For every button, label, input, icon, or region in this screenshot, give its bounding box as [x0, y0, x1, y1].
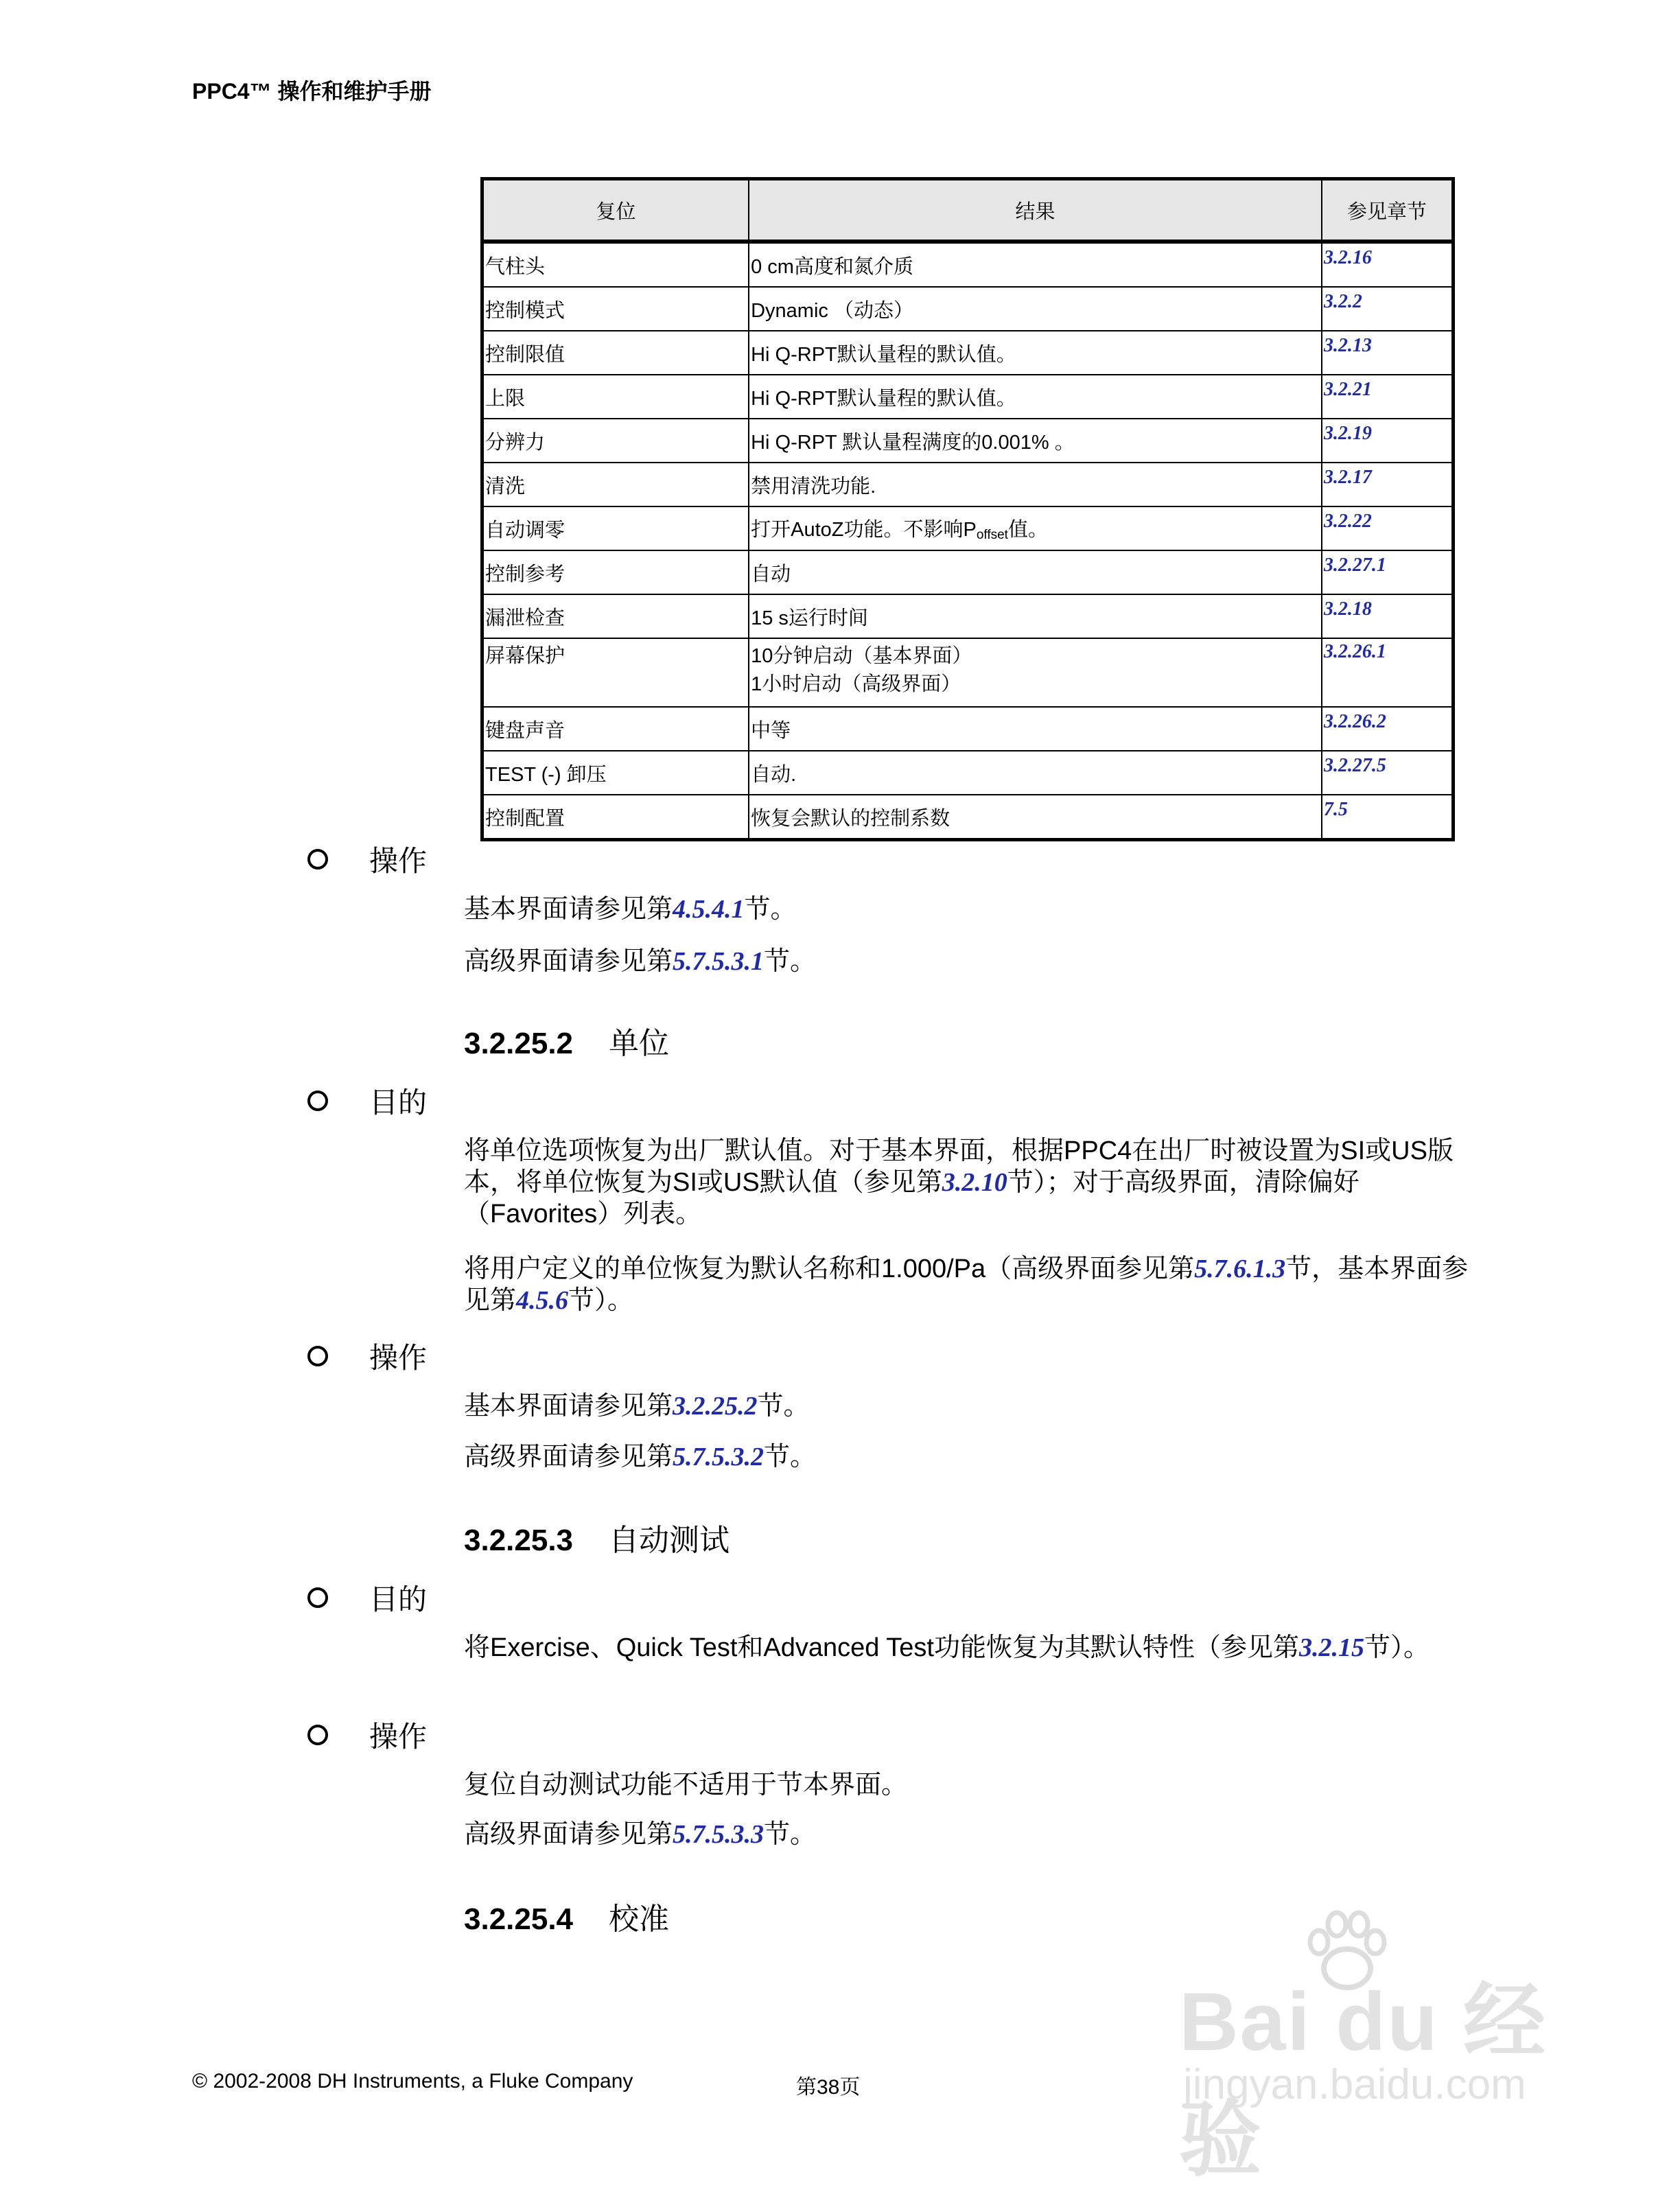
section-link[interactable]: 5.7.5.3.1: [673, 947, 765, 976]
bullet-circle-icon: [307, 1346, 328, 1366]
text: 将用户定义的单位恢复为默认名称和1.000/Pa（高级界面参见第: [464, 1255, 1195, 1283]
table-cell-item: 键盘声音: [482, 707, 749, 751]
table-cell-item: 漏泄检查: [482, 594, 749, 638]
paragraph: [464, 1819, 1473, 1850]
text: 将单位选项恢复为出厂默认值。对于基本界面，根据PPC4在出厂时被设置为SI或US版本，将单位恢复为SI或US默认值（参见第: [464, 1136, 1454, 1197]
bullet-label: 目的: [369, 1086, 428, 1119]
table-cell-ref-link[interactable]: 3.2.19: [1323, 423, 1372, 444]
page-header-title: PPC4™ 操作和维护手册: [192, 79, 432, 104]
table-cell-item: 自动调零: [482, 506, 749, 550]
text: 节）。: [1364, 1633, 1430, 1662]
result-line: 1小时启动（高级界面）: [751, 673, 961, 695]
bullet-purpose: [307, 1577, 427, 1618]
result-text-autoz: 打开AutoZ功能。不影响P: [751, 519, 977, 541]
table-header-row: [482, 179, 1454, 242]
section-link[interactable]: 5.7.5.3.3: [673, 1820, 765, 1849]
table-cell-ref-link[interactable]: 3.2.21: [1323, 379, 1372, 400]
watermark-brand: Bai du 经验: [1179, 1976, 1548, 2186]
table-cell-item: 控制参考: [482, 550, 749, 594]
bullet-circle-icon: [307, 1725, 328, 1745]
paragraph: [464, 1390, 1473, 1422]
section-link[interactable]: 4.5.6: [516, 1286, 569, 1315]
table-cell-item: 控制配置: [482, 795, 749, 840]
paragraph: [464, 1253, 1473, 1316]
paragraph: [464, 946, 1473, 977]
table-cell-item: 控制限值: [482, 331, 749, 375]
table-cell-result: Hi Q-RPT 默认量程满度的0.001% 。: [749, 419, 1322, 463]
table-cell-ref-link[interactable]: 3.2.26.2: [1323, 711, 1386, 732]
section-heading: [464, 1894, 669, 1938]
column-header-reference: 参见章节: [1322, 179, 1454, 242]
text: 节，基本界面参见第: [464, 1255, 1469, 1315]
watermark-url: jingyan.baidu.com: [1183, 2061, 1526, 2108]
table-row: [482, 419, 1454, 463]
paragraph: 复位自动测试功能不适用于节本界面。: [464, 1771, 908, 1799]
table-row: [482, 751, 1454, 795]
table-cell-result: 自动: [749, 550, 1322, 594]
text: 高级界面请参见第: [464, 947, 673, 976]
section-title: 校准: [609, 1902, 670, 1936]
section-number: 3.2.25.3: [464, 1524, 574, 1557]
text: 节。: [757, 1392, 810, 1421]
bullet-purpose: [307, 1080, 427, 1121]
table-row: [482, 795, 1454, 840]
table-cell-ref-link[interactable]: 3.2.27.1: [1323, 555, 1386, 576]
baidu-watermark: [1179, 1908, 1563, 2186]
text: 节）；对于高级界面，清除偏好（Favorites）列表。: [464, 1168, 1360, 1228]
bullet-circle-icon: [307, 1587, 328, 1608]
table-cell-item: 气柱头: [482, 242, 749, 287]
table-cell-item: 屏幕保护: [482, 638, 749, 707]
table-cell-item: 清洗: [482, 463, 749, 506]
table-cell-result: [749, 506, 1322, 550]
table-cell-result: Hi Q-RPT默认量程的默认值。: [749, 375, 1322, 419]
section-link[interactable]: 3.2.25.2: [673, 1392, 758, 1421]
text: 节）。: [568, 1286, 634, 1315]
table-row: [482, 506, 1454, 550]
result-text-autoz-end: 值。: [1007, 519, 1048, 541]
table-row: [482, 242, 1454, 287]
paragraph: [464, 1632, 1473, 1664]
table-cell-result: Dynamic （动态）: [749, 287, 1322, 331]
table-cell-ref-link[interactable]: 3.2.18: [1323, 598, 1372, 620]
column-header-result: 结果: [749, 179, 1322, 242]
paragraph: [464, 1441, 1473, 1473]
footer-page-number: 第38页: [796, 2076, 861, 2099]
section-title: 自动测试: [609, 1524, 730, 1557]
table-row: [482, 550, 1454, 594]
table-cell-result: [749, 638, 1322, 707]
table-cell-ref-link[interactable]: 7.5: [1323, 799, 1348, 820]
text: 节。: [764, 947, 817, 976]
table-cell-ref-link[interactable]: 3.2.2: [1323, 291, 1362, 312]
column-header-reset: 复位: [482, 179, 749, 242]
table-cell-ref-link[interactable]: 3.2.17: [1323, 467, 1372, 488]
result-line: 10分钟启动（基本界面）: [751, 645, 972, 667]
paragraph: [464, 894, 1473, 925]
table-row: [482, 594, 1454, 638]
table-row: [482, 463, 1454, 506]
bullet-circle-icon: [307, 849, 328, 870]
section-number: 3.2.25.4: [464, 1902, 574, 1936]
text: 节。: [744, 895, 797, 924]
text: 节。: [764, 1820, 817, 1849]
bullet-label: 操作: [369, 845, 428, 877]
table-cell-item: TEST (-) 卸压: [482, 751, 749, 795]
section-link[interactable]: 3.2.10: [942, 1168, 1007, 1197]
text: 高级界面请参见第: [464, 1443, 673, 1471]
paragraph: [464, 1135, 1473, 1230]
section-heading: [464, 1515, 730, 1559]
section-link[interactable]: 4.5.4.1: [673, 895, 745, 924]
bullet-label: 目的: [369, 1583, 428, 1616]
table-row: [482, 287, 1454, 331]
section-title: 单位: [609, 1027, 670, 1060]
table-cell-ref-link[interactable]: 3.2.27.5: [1323, 755, 1386, 776]
offset-subscript: offset: [976, 528, 1008, 542]
reset-table: [480, 177, 1455, 841]
bullet-operation: [307, 839, 427, 880]
table-row: [482, 375, 1454, 419]
bullet-label: 操作: [369, 1342, 428, 1374]
section-number: 3.2.25.2: [464, 1027, 574, 1060]
text: 高级界面请参见第: [464, 1820, 673, 1849]
table-cell-result: 中等: [749, 707, 1322, 751]
table-row: [482, 638, 1454, 707]
table-cell-result: 禁用清洗功能.: [749, 463, 1322, 506]
table-cell-item: 控制模式: [482, 287, 749, 331]
section-heading: [464, 1018, 669, 1062]
bullet-operation: [307, 1714, 427, 1756]
table-cell-ref-link[interactable]: 3.2.13: [1323, 335, 1372, 356]
section-link[interactable]: 5.7.5.3.2: [673, 1443, 765, 1471]
table-cell-result: 恢复会默认的控制系数: [749, 795, 1322, 840]
table-row: [482, 707, 1454, 751]
bullet-circle-icon: [307, 1091, 328, 1111]
text: 将Exercise、Quick Test和Advanced Test功能恢复为其默认特性（参见第: [464, 1633, 1299, 1662]
table-cell-ref-link[interactable]: 3.2.16: [1323, 247, 1372, 268]
table-cell-result: 自动.: [749, 751, 1322, 795]
table-cell-result: 0 cm高度和氮介质: [749, 242, 1322, 287]
table-cell-item: 分辨力: [482, 419, 749, 463]
section-link[interactable]: 5.7.6.1.3: [1194, 1255, 1286, 1283]
bullet-label: 操作: [369, 1721, 428, 1753]
table-cell-result: Hi Q-RPT默认量程的默认值。: [749, 331, 1322, 375]
footer-copyright: © 2002-2008 DH Instruments, a Fluke Company: [192, 2070, 633, 2092]
table-cell-ref-link[interactable]: 3.2.22: [1323, 511, 1372, 532]
table-cell-item: 上限: [482, 375, 749, 419]
table-cell-ref-link[interactable]: 3.2.26.1: [1323, 641, 1386, 662]
bullet-operation: [307, 1336, 427, 1377]
table-row: [482, 331, 1454, 375]
text: 基本界面请参见第: [464, 1392, 673, 1421]
text: 节。: [764, 1443, 817, 1471]
section-link[interactable]: 3.2.15: [1299, 1633, 1364, 1662]
text: 基本界面请参见第: [464, 895, 673, 924]
table-cell-result: 15 s运行时间: [749, 594, 1322, 638]
